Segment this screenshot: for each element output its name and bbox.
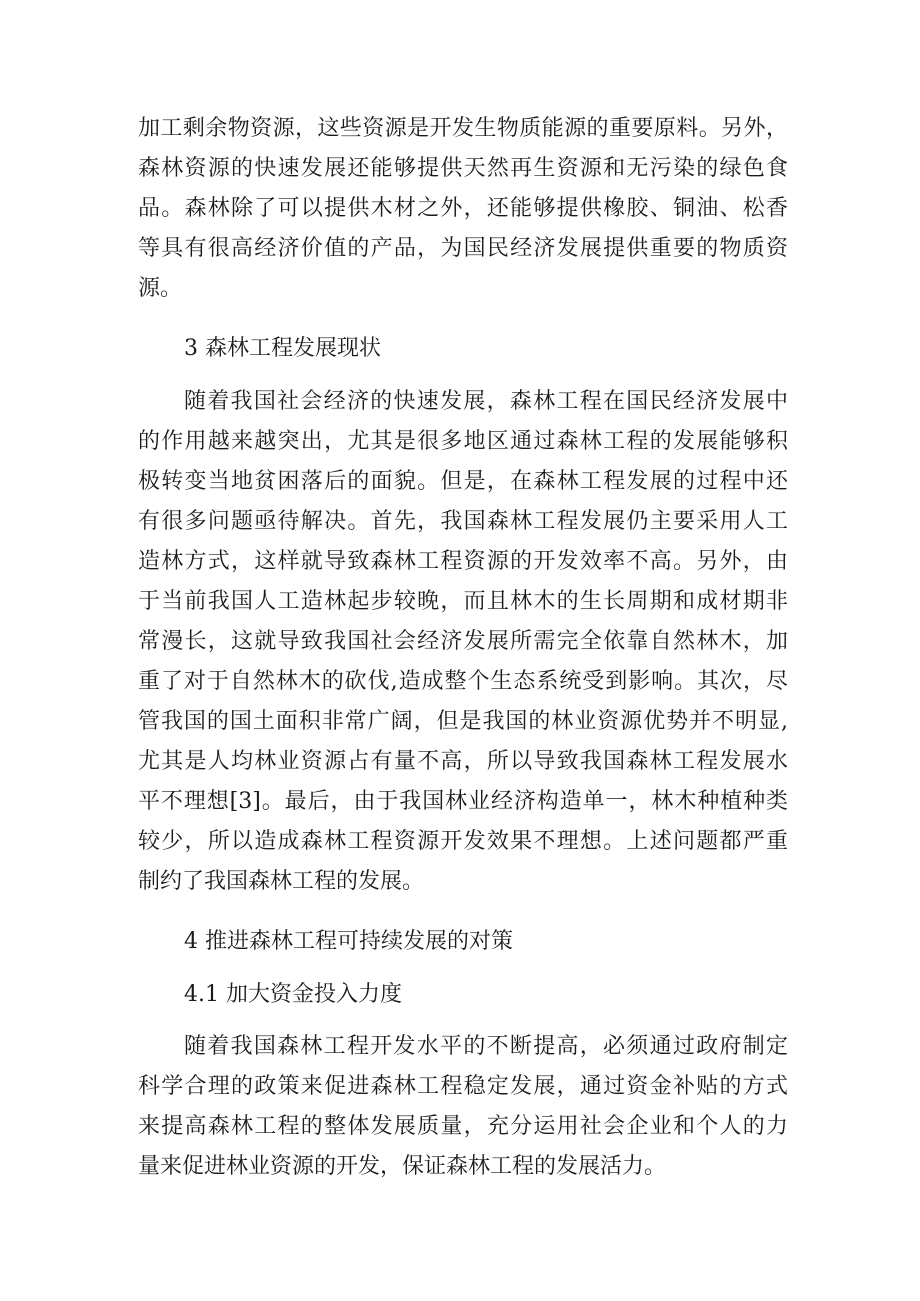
paragraph-line: 有很多问题亟待解决。首先，我国森林工程发展仍主要采用人工 — [138, 509, 788, 534]
paragraph-line: 森林资源的快速发展还能够提供天然再生资源和无污染的绿色食 — [138, 156, 788, 181]
paragraph-line: 平不理想[3]。最后，由于我国林业经济构造单一，林木种植种类 — [138, 789, 788, 814]
paragraph-line: 尤其是人均林业资源占有量不高，所以导致我国森林工程发展水 — [138, 749, 788, 774]
paragraph-line: 较少，所以造成森林工程资源开发效果不理想。上述问题都严重 — [138, 829, 788, 854]
paragraph-line: 量来促进林业资源的开发，保证森林工程的发展活力。 — [138, 1154, 667, 1179]
paragraph-line: 科学合理的政策来促进森林工程稳定发展，通过资金补贴的方式 — [138, 1074, 788, 1099]
paragraph-line: 的作用越来越突出，尤其是很多地区通过森林工程的发展能够积 — [138, 429, 788, 454]
paragraph-line: 于当前我国人工造林起步较晚，而且林木的生长周期和成材期非 — [138, 589, 788, 614]
paragraph-line: 常漫长，这就导致我国社会经济发展所需完全依靠自然林木，加 — [138, 629, 788, 654]
paragraph-line: 来提高森林工程的整体发展质量，充分运用社会企业和个人的力 — [138, 1114, 788, 1139]
paragraph-line: 制约了我国森林工程的发展。 — [138, 869, 425, 894]
paragraph-line: 品。森林除了可以提供木材之外，还能够提供橡胶、铜油、松香 — [138, 196, 788, 221]
paragraph-line: 源。 — [138, 276, 183, 301]
paragraph-line: 随着我国森林工程开发水平的不断提高，必须通过政府制定 — [184, 1034, 788, 1059]
section-heading-4: 4 推进森林工程可持续发展的对策 — [184, 929, 513, 954]
section-heading-3: 3 森林工程发展现状 — [184, 336, 381, 361]
paragraph-line: 加工剩余物资源，这些资源是开发生物质能源的重要原料。另外， — [138, 116, 788, 141]
paragraph-line: 等具有很高经济价值的产品，为国民经济发展提供重要的物质资 — [138, 236, 788, 261]
paragraph-line: 随着我国社会经济的快速发展，森林工程在国民经济发展中 — [184, 389, 788, 414]
paragraph-line: 极转变当地贫困落后的面貌。但是，在森林工程发展的过程中还 — [138, 469, 788, 494]
paragraph-line: 管我国的国土面积非常广阔，但是我国的林业资源优势并不明显, — [138, 709, 788, 734]
subsection-heading-4-1: 4.1 加大资金投入力度 — [184, 982, 402, 1007]
paragraph-line: 造林方式，这样就导致森林工程资源的开发效率不高。另外，由 — [138, 549, 788, 574]
paragraph-line: 重了对于自然林木的砍伐,造成整个生态系统受到影响。其次，尽 — [138, 669, 788, 694]
